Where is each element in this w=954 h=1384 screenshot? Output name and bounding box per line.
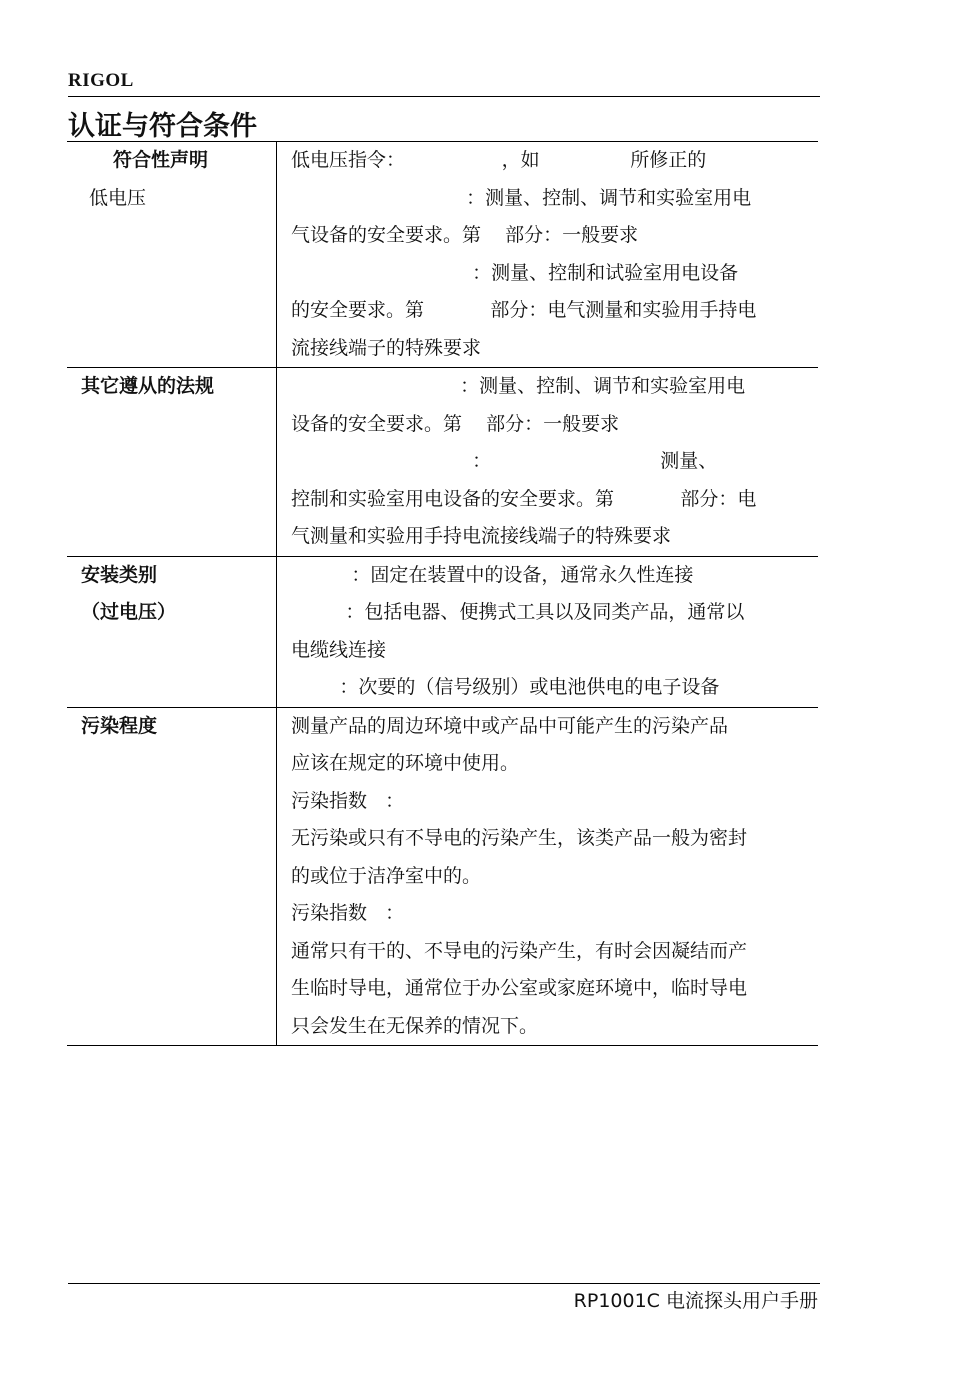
row-label: 低电压	[89, 186, 147, 209]
content-line: 测量产品的周边环境中或产品中可能产生的污染产品	[291, 714, 729, 737]
content-line: 污染指数 ：	[291, 789, 405, 812]
content-line: ：测量、控制、调节和实验室用电	[291, 375, 746, 397]
content-line: 电缆线连接	[291, 638, 387, 661]
table-row	[67, 556, 818, 707]
footer-rule	[68, 1283, 820, 1284]
page-title: 认证与符合条件	[68, 111, 257, 142]
footer-model: RP1001C	[573, 1290, 660, 1312]
row-label: （过电压）	[81, 601, 177, 623]
brand-logo-text: RIGOL	[68, 70, 134, 91]
row-content-cell	[277, 556, 819, 707]
content-line: ：测量、控制、调节和实验室用电	[291, 186, 752, 209]
row-label: 其它遵从的法规	[81, 375, 215, 397]
row-label-cell	[67, 368, 277, 557]
row-content-cell	[277, 368, 819, 557]
row-label: 符合性声明	[113, 149, 209, 171]
header-rule	[68, 96, 820, 97]
content-line: 气设备的安全要求。第 部分：一般要求	[291, 224, 639, 246]
row-label-cell	[67, 707, 277, 1046]
compliance-table	[67, 141, 818, 1046]
content-line: 的或位于洁净室中的。	[291, 864, 482, 887]
content-line: 设备的安全要求。第 部分：一般要求	[291, 412, 620, 435]
content-line: 的安全要求。第 部分：电气测量和实验用手持电	[291, 299, 757, 321]
content-line: 污染指数 ：	[291, 902, 405, 924]
row-content-cell	[277, 142, 819, 368]
content-line: 气测量和实验用手持电流接线端子的特殊要求	[291, 525, 672, 547]
content-line: 应该在规定的环境中使用。	[291, 752, 520, 774]
content-line: ：测量、控制和试验室用电设备	[291, 261, 739, 284]
content-line: ：次要的（信号级别）或电池供电的电子设备	[291, 676, 720, 698]
content-line: 只会发生在无保养的情况下。	[291, 1014, 539, 1037]
row-label-cell	[67, 556, 277, 707]
content-line: 低电压指令： ，如 所修正的	[291, 149, 707, 171]
content-line: 控制和实验室用电设备的安全要求。第 部分：电	[291, 487, 757, 510]
row-label: 污染程度	[81, 714, 158, 737]
row-content-cell	[277, 707, 819, 1046]
row-label-cell	[67, 142, 277, 368]
content-line: 无污染或只有不导电的污染产生，该类产品一般为密封	[291, 827, 748, 849]
content-line: ：包括电器、便携式工具以及同类产品，通常以	[291, 601, 745, 623]
content-line: 流接线端子的特殊要求	[291, 336, 482, 359]
table-row	[67, 142, 818, 368]
table-row	[67, 707, 818, 1046]
content-line: 通常只有干的、不导电的污染产生，有时会因凝结而产	[291, 939, 748, 962]
footer-manual-title: 电流探头用户手册	[665, 1290, 818, 1312]
row-label: 安装类别	[81, 563, 158, 586]
content-line: 生临时导电，通常位于办公室或家庭环境中，临时导电	[291, 977, 748, 999]
table-row	[67, 368, 818, 557]
footer	[574, 1288, 818, 1314]
content-line: ：固定在装置中的设备，通常永久性连接	[291, 563, 694, 586]
content-line: ： 测量、	[291, 450, 718, 472]
